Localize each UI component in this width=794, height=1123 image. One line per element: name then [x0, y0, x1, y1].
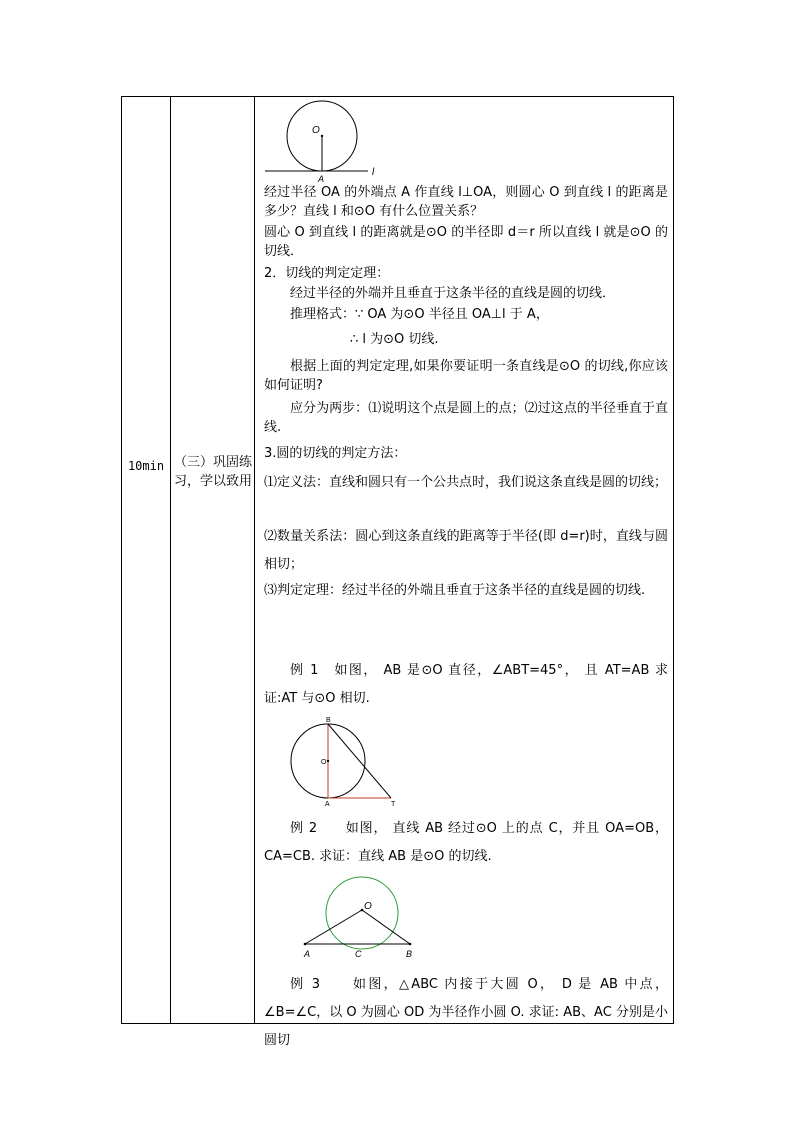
lesson-table: [121, 96, 674, 1048]
question-2: 根据上面的判定定理,如果你要证明一条直线是⊙O 的切线,你应该如何证明?: [264, 359, 668, 393]
method-3: ⑶判定定理：经过半径的外端且垂直于这条半径的直线是圆的切线.: [264, 583, 646, 598]
content-cell: [260, 97, 670, 1048]
column-divider: [254, 97, 255, 1023]
question-1: 经过半径 OA 的外端点 A 作直线 l⊥OA，则圆心 O 到直线 l 的距离是多少？直线 l 和⊙O 有什么位置关系？: [264, 185, 668, 219]
theorem: 经过半径的外端并且垂直于这条半径的直线是圆的切线．: [290, 286, 616, 301]
method-1: ⑴定义法：直线和圆只有一个公共点时，我们说这条直线是圆的切线；: [264, 475, 668, 490]
figure-example-2: [300, 877, 420, 959]
answer-2: 应分为两步：⑴说明这个点是圆上的点；⑵过这点的半径垂直于直线.: [264, 401, 668, 435]
label-O: O: [364, 901, 372, 912]
example-1: 例 1 如图， AB 是⊙O 直径，∠ABT=45°， 且 AT=AB 求证:AT 与⊙O 相切.: [264, 663, 668, 706]
label-A: A: [325, 801, 330, 808]
stage-cell: （三）巩固练习，学以致用: [174, 455, 253, 489]
heading-2: 2．切线的判定定理：: [264, 266, 390, 281]
reasoning-line-1: 推理格式：∵ OA 为⊙O 半径且 OA⊥l 于 A，: [290, 307, 549, 322]
example-3: 例 3 如图，△ABC 内接于大圆 O， D 是 AB 中点， ∠B=∠C，以 O 为圆心 OD 为半径作小圆 O. 求证: AB、AC 分别是小圆切: [264, 977, 668, 1048]
label-O: O: [312, 125, 320, 136]
method-2: ⑵数量关系法：圆心到这条直线的距离等于半径(即 d=r)时，直线与圆相切；: [264, 529, 668, 572]
heading-3: 3.圆的切线的判定方法：: [264, 446, 407, 461]
time-cell: 10min: [127, 459, 165, 473]
label-O: O: [321, 759, 327, 766]
answer-1: 圆心 O 到直线 l 的距离就是⊙O 的半径即 d＝r 所以直线 l 就是⊙O 的切线．: [264, 225, 668, 259]
label-l: l: [372, 167, 375, 178]
label-T: T: [391, 801, 396, 808]
label-C: C: [355, 949, 362, 959]
column-divider: [170, 97, 171, 1023]
label-A: A: [318, 174, 325, 184]
reasoning-line-2: ∴ l 为⊙O 切线.: [350, 332, 439, 347]
figure-example-1: [290, 715, 400, 807]
example-2: 例 2 如图， 直线 AB 经过⊙O 上的点 C，并且 OA=OB，CA=CB. 求证：直线 AB 是⊙O 的切线.: [264, 821, 668, 864]
label-A: A: [304, 949, 311, 959]
label-B: B: [326, 717, 331, 724]
label-B: B: [406, 949, 413, 959]
figure-tangent-line: [264, 99, 384, 185]
